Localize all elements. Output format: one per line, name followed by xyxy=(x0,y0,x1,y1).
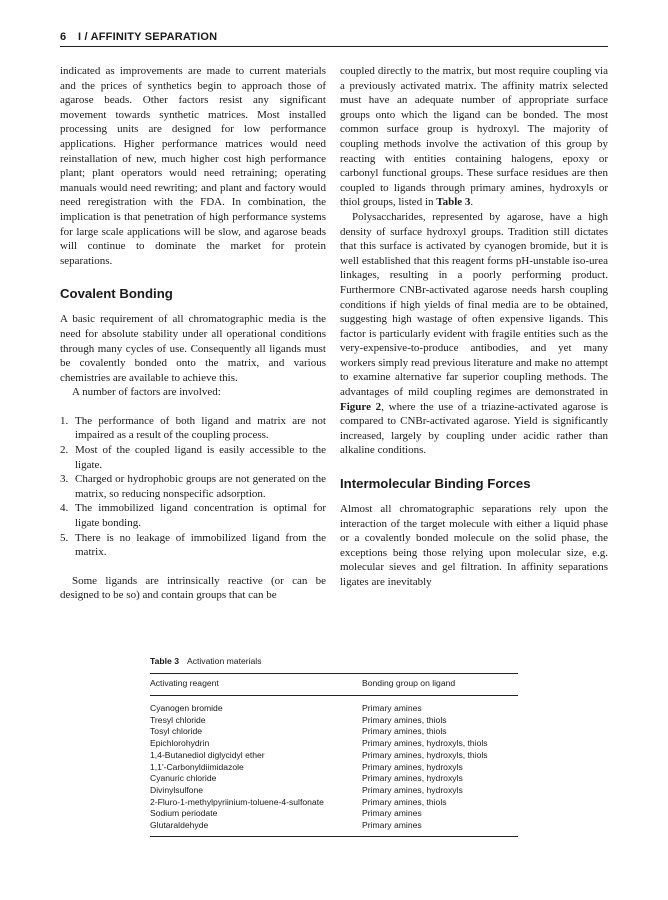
table-header-row xyxy=(150,674,518,696)
list-number: 3. xyxy=(60,473,69,486)
spacer xyxy=(60,400,326,414)
bonding-group-cell: Primary amines xyxy=(362,703,422,713)
section-title: I / AFFINITY SEPARATION xyxy=(78,31,218,43)
list-number: 5. xyxy=(60,531,69,544)
list-text: Charged or hydrophobic groups are not generated on the matrix, so reducing nonspecific adsorption. xyxy=(75,473,326,500)
bonding-group-cell: Primary amines, hydroxyls xyxy=(362,773,463,784)
reagent-cell: Epichlorohydrin xyxy=(150,738,210,749)
section-heading: Covalent Bonding xyxy=(60,286,173,302)
paragraph: coupled directly to the matrix, but most require coupling via a previously activated matrix. The affinity matrix selected must have an adequate number of appropriate surface groups onto which the ligand can be bonded. The most common surface group is hydroxyl. The majority of coupling methods involve the activation of this group by reacting with entities containing halogens, epoxy or carbonyl functional groups. These surface residues are then coupled to ligands through primary amines, hydroxyls or thiol groups, listed in Table 3. xyxy=(340,65,608,209)
right-column xyxy=(340,64,608,590)
table-row xyxy=(150,726,518,738)
paragraph: A number of factors are involved: xyxy=(72,386,221,399)
factor-list xyxy=(60,414,326,560)
bonding-group-cell: Primary amines, hydroxyls, thiols xyxy=(362,749,488,760)
bonding-group-cell: Primary amines, hydroxyls xyxy=(362,784,463,795)
list-text: The performance of both ligand and matrix are not impaired as a result of the coupling process. xyxy=(75,414,326,442)
bonding-group-cell: Primary amines, thiols xyxy=(362,726,447,737)
column-header-reagent: Activating reagent xyxy=(150,678,219,688)
spacer xyxy=(60,560,326,574)
list-item xyxy=(60,414,326,443)
table-caption xyxy=(150,656,518,666)
table-row xyxy=(150,715,518,727)
left-column xyxy=(60,64,326,603)
reagent-cell: Cyanuric chloride xyxy=(150,773,217,784)
list-text: There is no leakage of immobilized ligand from the matrix. xyxy=(75,531,326,559)
list-text: Most of the coupled ligand is easily accessible to the ligate. xyxy=(75,444,326,471)
reagent-cell: Sodium periodate xyxy=(150,808,218,819)
bonding-group-cell: Primary amines xyxy=(362,808,422,819)
column-header-group: Bonding group on ligand xyxy=(362,678,456,688)
table-row xyxy=(150,808,518,820)
table-row xyxy=(150,820,518,832)
bonding-group-cell: Primary amines, hydroxyls xyxy=(362,761,463,772)
reagent-cell: Glutaraldehyde xyxy=(150,820,209,831)
page-number: 6 xyxy=(60,31,67,43)
paragraph: indicated as improvements are made to current materials and the prices of synthetics begin to approach those of agarose beads. Other factors resist any significant movement towards synthetic matrices. Most installed processing units are designed for low performance applications. Higher performance matrices would need reinstallation of new, much higher cost high performance plant; plant operators would need retraining; operating manuals would need rewriting; and plant and factory would need reregistration with the FDA. In combination, the implication is that penetration of high performance systems for large scale applications will be slow, and agarose beads will continue to dominate the market for protein separations. xyxy=(60,65,326,267)
paragraph: A basic requirement of all chromatographic media is the need for absolute stability under all operational conditions through many cycles of use. Consequently all ligands must be covalently bonded onto the matrix, and various chemistries are available to achieve this. xyxy=(60,313,326,384)
table-row xyxy=(150,738,518,750)
table-row xyxy=(150,750,518,762)
table-body xyxy=(150,696,518,837)
running-header xyxy=(60,31,608,47)
list-item xyxy=(60,531,326,560)
list-text: The immobilized ligand concentration is optimal for ligate bonding. xyxy=(75,502,326,530)
section-heading: Intermolecular Binding Forces xyxy=(340,476,531,492)
list-item xyxy=(60,443,326,472)
paragraph: Polysaccharides, represented by agarose, have a high density of surface hydroxyl groups. Tradition still dictates that this surface is activated by cyanogen bromide, but it is well established that this reagent forms pH-unstable iso-urea linkages, resulting in a poorly performing product. Furthermore CNBr-activated agarose needs harsh coupling conditions if high yields of final media are to be obtained, suggesting high wastage of often expensive ligands. This factor is particularly evident with fragile entities such as the very-expensive-to-produce antibodies, and yet many workers simply read previous literature and make no attempt to examine alternative far superior coupling methods. The advantages of mild coupling regimes are demonstrated in Figure 2, where the use of a triazine-activated agarose is compared to CNBr-activated agarose. Yield is significantly increased, largely by coupling under acidic rather than alkaline conditions. xyxy=(340,210,608,457)
bonding-group-cell: Primary amines, hydroxyls, thiols xyxy=(362,738,488,749)
bonding-group-cell: Primary amines xyxy=(362,820,422,831)
list-number: 2. xyxy=(60,444,69,457)
table-title: Activation materials xyxy=(186,656,262,666)
bonding-group-cell: Primary amines, thiols xyxy=(362,796,447,807)
list-item xyxy=(60,501,326,530)
reagent-cell: 2-Fluro-1-methylpyriinium-toluene-4-sulfonate xyxy=(150,796,324,807)
table-label: Table 3 xyxy=(150,656,179,666)
reagent-cell: 1,4-Butanediol diglycidyl ether xyxy=(150,749,265,760)
table-row xyxy=(150,797,518,809)
bonding-group-cell: Primary amines, thiols xyxy=(362,714,447,725)
reagent-cell: Tresyl chloride xyxy=(150,714,206,725)
paragraph: Some ligands are intrinsically reactive (or can be designed to be so) and contain groups that can be xyxy=(60,574,326,602)
header-rule xyxy=(60,46,608,47)
list-number: 1. xyxy=(60,414,69,427)
table-reference[interactable]: Table 3 xyxy=(436,196,471,209)
list-number: 4. xyxy=(60,502,69,515)
reagent-cell: Cyanogen bromide xyxy=(150,703,223,713)
reagent-cell: 1,1'-Carbonyldiimidazole xyxy=(150,761,244,772)
figure-reference[interactable]: Figure 2 xyxy=(340,400,382,413)
reagent-cell: Divinylsulfone xyxy=(150,784,204,795)
table-row xyxy=(150,785,518,797)
list-item xyxy=(60,472,326,501)
table-row xyxy=(150,703,518,715)
table-row xyxy=(150,773,518,785)
activation-materials-table xyxy=(150,656,518,837)
reagent-cell: Tosyl chloride xyxy=(150,726,203,737)
paragraph: Almost all chromatographic separations rely upon the interaction of the target molecule with either a liquid phase or a covalently bonded molecule on the solid phase, the exceptions being those relying upon molecular size, e.g. molecular sieves and gel filtration. In affinity separations ligates are inevitably xyxy=(340,503,608,588)
table-row xyxy=(150,762,518,774)
